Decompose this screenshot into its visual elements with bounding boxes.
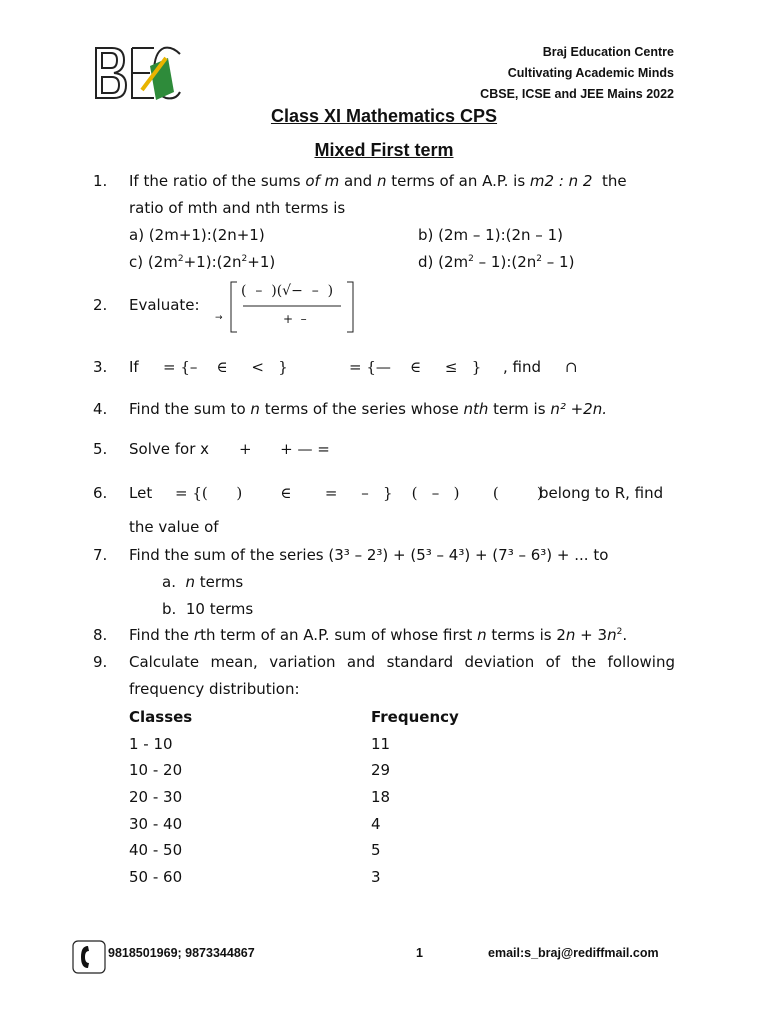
option-c: c) $(2m^2+1):(2n^2+1)$ bbox=[129, 253, 276, 271]
cell-frequency: 11 bbox=[371, 734, 391, 753]
page-subtitle: Mixed First term bbox=[314, 140, 454, 160]
cell-frequency: 18 bbox=[371, 788, 391, 807]
cell-frequency: 29 bbox=[371, 761, 391, 780]
column-header-frequency: Frequency bbox=[371, 708, 459, 727]
question-5 bbox=[93, 436, 675, 464]
question-text-end: belong to R, find bbox=[539, 484, 664, 502]
intersection-symbol: ∩ bbox=[565, 358, 578, 376]
question-3 bbox=[93, 354, 675, 384]
frequency-table bbox=[129, 704, 459, 890]
table-row bbox=[129, 731, 459, 758]
page-title: Class XI Mathematics CPS bbox=[270, 106, 498, 126]
question-text-line2: ratio of mth and nth terms is bbox=[129, 199, 346, 217]
org-info bbox=[480, 42, 674, 105]
question-number: 3. bbox=[93, 358, 108, 376]
footer-phones: 9818501969; 9873344867 bbox=[108, 946, 255, 960]
org-boards: CBSE, ICSE and JEE Mains 2022 bbox=[480, 87, 674, 101]
cell-class: 30 - 40 bbox=[129, 814, 183, 833]
question-text: Solve for x bbox=[129, 440, 210, 458]
phone-icon bbox=[72, 940, 106, 974]
question-text: Find the rth term of an A.P. sum of whose first n terms is $2n + 3n^2$. bbox=[129, 626, 628, 644]
question-6 bbox=[93, 480, 675, 536]
sub-question-a: a. n terms bbox=[162, 573, 244, 591]
cell-class: 50 - 60 bbox=[129, 867, 183, 886]
cell-class: 40 - 50 bbox=[129, 841, 183, 860]
question-number: 4. bbox=[93, 400, 108, 418]
question-text: Find the sum to n terms of the series whose nth term is n² +2n. bbox=[129, 400, 607, 418]
question-4 bbox=[93, 396, 675, 424]
bec-logo bbox=[92, 44, 184, 102]
question-text-end: , find bbox=[503, 358, 542, 376]
page-footer bbox=[0, 944, 768, 974]
question-number: 7. bbox=[93, 546, 108, 564]
cell-class: 10 - 20 bbox=[129, 761, 183, 780]
table-row bbox=[129, 810, 459, 837]
question-text: Evaluate: bbox=[129, 296, 200, 314]
org-tagline: Cultivating Academic Minds bbox=[507, 66, 674, 80]
footer-email: email:s_braj@rediffmail.com bbox=[488, 946, 659, 960]
question-number: 5. bbox=[93, 440, 108, 458]
cell-frequency: 4 bbox=[371, 814, 381, 833]
cell-frequency: 5 bbox=[371, 841, 381, 860]
question-text: Find the sum of the series (3³ – 2³) + (5³ – 4³) + (7³ – 6³) + ... to bbox=[129, 546, 609, 564]
cell-class: 20 - 30 bbox=[129, 788, 183, 807]
relation-expression: = {( ) ∈ = – } ( – ) ( ) bbox=[175, 484, 543, 502]
page-number: 1 bbox=[416, 946, 423, 960]
table-row bbox=[129, 757, 459, 784]
question-number: 8. bbox=[93, 626, 108, 644]
question-2 bbox=[93, 283, 675, 336]
option-a: a) (2m+1):(2n+1) bbox=[129, 226, 265, 244]
question-9 bbox=[93, 649, 675, 705]
question-text: If bbox=[129, 358, 139, 376]
svg-text:BEC: BEC bbox=[92, 44, 95, 45]
question-8 bbox=[93, 622, 675, 650]
table-row bbox=[129, 784, 459, 811]
org-name: Braj Education Centre bbox=[542, 45, 674, 59]
question-text: Let bbox=[129, 484, 153, 502]
question-number: 1. bbox=[93, 172, 108, 190]
table-row bbox=[129, 864, 459, 891]
option-d: d) ($2m^2$ – $1):(2n^2 - 1)$ bbox=[418, 253, 575, 271]
limit-arrow: → bbox=[215, 313, 223, 323]
set-b-expression: = {— ∈ ≤ } bbox=[349, 358, 482, 376]
question-number: 2. bbox=[93, 296, 108, 314]
expr-numerator: ( – )(√− – ) bbox=[241, 283, 334, 299]
question-text: Calculate mean, variation and standard deviation of the following frequency distribution: bbox=[129, 653, 675, 698]
question-number: 6. bbox=[93, 484, 108, 502]
cell-frequency: 3 bbox=[371, 867, 381, 886]
table-header-row bbox=[129, 704, 459, 731]
equation-expression: + + — = bbox=[239, 440, 330, 458]
question-text-line2: the value of bbox=[129, 518, 219, 536]
question-1 bbox=[93, 168, 675, 276]
cell-class: 1 - 10 bbox=[129, 734, 173, 753]
expr-denominator: + – bbox=[283, 312, 307, 326]
option-b: b) (2m – 1):(2n – 1) bbox=[418, 226, 563, 244]
question-text: If the ratio of the sums of m and n terms of an A.P. is m2 : n 2 the bbox=[129, 172, 627, 190]
set-a-expression: = {– ∈ < } bbox=[163, 358, 288, 376]
question-number: 9. bbox=[93, 653, 108, 671]
sub-question-b: b. 10 terms bbox=[162, 600, 254, 618]
column-header-classes: Classes bbox=[129, 708, 193, 727]
table-row bbox=[129, 837, 459, 864]
question-7 bbox=[93, 542, 675, 624]
